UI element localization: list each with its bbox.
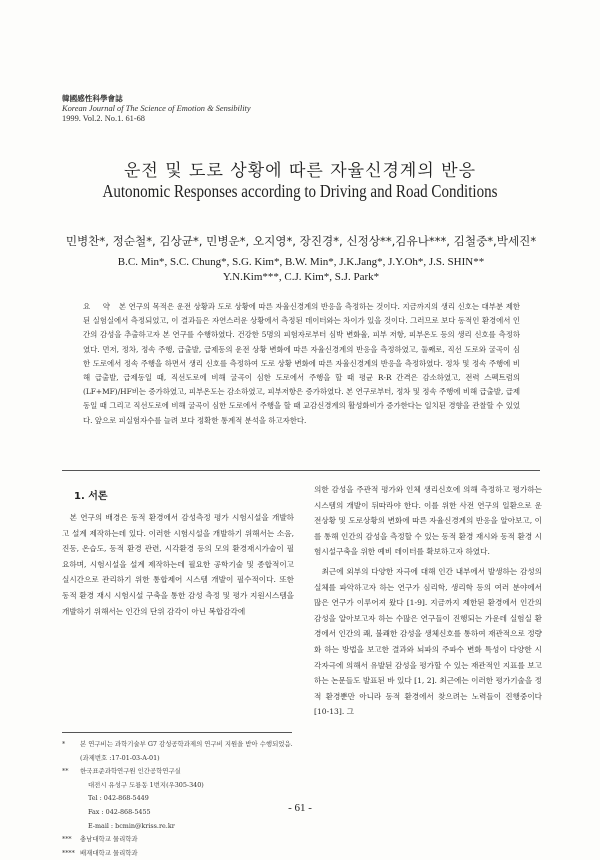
body-column-right: [314, 482, 542, 720]
authors-ko: 민병찬*, 정순철*, 김상균*, 민병운*, 오지영*, 장진경*, 신정상**,김유나***, 김철중*,박세진*: [65, 234, 537, 248]
journal-name-en: Korean Journal of The Science of Emotion & Sensibility: [62, 104, 251, 113]
paper-title-ko: 운전 및 도로 상황에 따른 자율신경계의 반응: [123, 161, 477, 181]
footnote: Fax : 042-868-5455: [88, 807, 151, 816]
authors-en-line-1: B.C. Min*, S.C. Chung*, S.G. Kim*, B.W. Min*, J.K.Jang*, J.Y.Oh*, J.S. SHIN**: [117, 256, 485, 268]
abstract: [83, 300, 520, 428]
abstract-text: 본 연구의 목적은 운전 상황과 도로 상황에 따른 자율신경계의 반응을 측정하는 것이다. 지금까지의 생리 신호는 대부분 제한된 실험실에서 측정되었고, 이 결과들은 자연스러운 상황에서 측정된 데이터와는 차이가 있을 것이다. 그러므로 보다 동적인 환경에서 인간의 감성을 추출하고자 본 연구를 수행하였다. 건강한 5명의 피험자로부터 심박 변화율, 피부 저항, 피부온도 등의 생리 신호를 측정하였다. 먼저, 정차, 정속 주행, 급출발, 급제동의 운전 상황 변화에 따른 자율신경계의 반응을 측정하였고, 둘째로, 직선 도로와 굴곡이 심한 도로에서 정속 주행을 하면서 생리 신호를 측정하여 도로 상황 변화에 따른 자율신경계의 반응을 측정하였다. 정차 및 정속 주행에 비해 급출발, 급제동일 때, 직선도로에 비해 굴곡이 심한 도로에서 주행을 할 때 평균 R-R 간격은 감소하였고, 전력 스펙트럼의 (LF+MF)/HF비는 증가하였고, 피부온도는 감소하였고, 피부저항은 증가하였다. 본 연구로부터, 정차 및 정속 주행에 비해 급출발, 급제동일 때 그리고 직선도로에 비해 굴곡이 심한 도로에서 주행을 할 때 교감신경계의 활성화비가 증가한다는 일치된 경향을 관찰할 수 있었다. 앞으로 피실험자수를 늘려 보다 정확한 통계적 분석을 하고자한다.: [83, 302, 520, 425]
body-column-left: [62, 510, 294, 619]
footnote: **** 배재대학교 물리학과: [62, 848, 138, 857]
body-paragraph: 본 연구의 배경은 동적 환경에서 감성측정 평가 시험시설을 개발하고 설계 제작하는데 있다. 이러한 시험시설을 개발하기 위해서는 소음, 진동, 온습도, 동적 환경 관련, 시각환경 등의 모의 환경재시가술이 필요하며, 시험시설을 설계 제작하는데 필요한 공학기술 및 종합적이고 실시간으로 관리하기 위한 통합제어 시스템 개발이 필수적이다. 또한 동적 환경 재시 시험시설 구축을 통한 감성 측정 및 평가 지원시스템을 개발하기 위해서는 인간의 단위 감각이 아닌 복합감각에: [62, 513, 294, 616]
body-paragraph: 의한 감성을 주관적 평가와 인체 생리신호에 의해 측정하고 평가하는 시스템의 개발이 뒤따라야 한다. 이를 위한 사전 연구의 일환으로 운전상황 및 도로상황의 변화에 따른 자율신경계의 반응을 알아보고, 이를 통해 인간의 감성을 측정할 수 있는 동적 환경 재시와 동적 환경 시험시설구축을 위한 예비 데이터를 확보하고자 하였다.: [314, 485, 542, 557]
footnote: 대전시 유성구 도룡동 1번지(우305-340): [88, 780, 204, 789]
authors-en: [60, 255, 542, 285]
footnote: *** 충남대학교 물리학과: [62, 835, 138, 844]
section-heading: 1. 서론: [74, 491, 108, 502]
footnote: * 본 연구비는 과학기술부 G7 감성공학과제의 연구비 지원을 받아 수행되었음. (과제번호 :17-01-03-A-01): [62, 740, 293, 762]
authors-en-line-2: Y.N.Kim***, C.J. Kim*, S.J. Park*: [222, 271, 380, 283]
footnote: ** 한국표준과학연구원 인간공학연구실: [62, 767, 181, 776]
footnote-divider: [62, 732, 292, 733]
journal-volume: 1999. Vol.2. No.1. 61-68: [62, 114, 145, 123]
footnote: Tel : 042-868-5449: [88, 794, 149, 803]
body-paragraph: 최근에 외부의 다양한 자극에 대해 인간 내부에서 발생하는 감성의 실체를 파악하고자 하는 연구가 심리학, 생리학 등의 여러 분야에서 많은 연구가 이루어져 왔다 [1-9]. 지금까지 제한된 환경에서 인간의 감성을 알아보고자 하는 수많은 연구들이 진행되는 가운데 실험실 환경에서 인간의 쾌, 불쾌한 감성을 생체신호를 통하여 재관적으로 정량화 하는 방법을 보고한 결과와 뇌파의 주파수 변화 특성이 다양한 시각자극에 의해서 유발된 감성을 평가할 수 있는 재관적인 지표를 보고하는 논문들도 발표된 바 있다 [1, 2]. 최근에는 이러한 평가기술을 정적 환경뿐만 아니라 동적 환경에서 찾으려는 노력들이 진행중이다 [10-13]. 그: [314, 566, 542, 717]
footnote: E-mail : bcmin@kriss.re.kr: [88, 821, 175, 830]
footnotes: [62, 738, 296, 860]
section-divider: [62, 470, 540, 471]
page-number: - 61 -: [288, 802, 312, 814]
journal-header: [62, 94, 362, 124]
paper-title-en: Autonomic Responses according to Driving and Road Conditions: [102, 181, 498, 201]
abstract-label: 요 약: [83, 302, 115, 311]
journal-name-ko: 韓國感性科學會誌: [62, 94, 123, 103]
